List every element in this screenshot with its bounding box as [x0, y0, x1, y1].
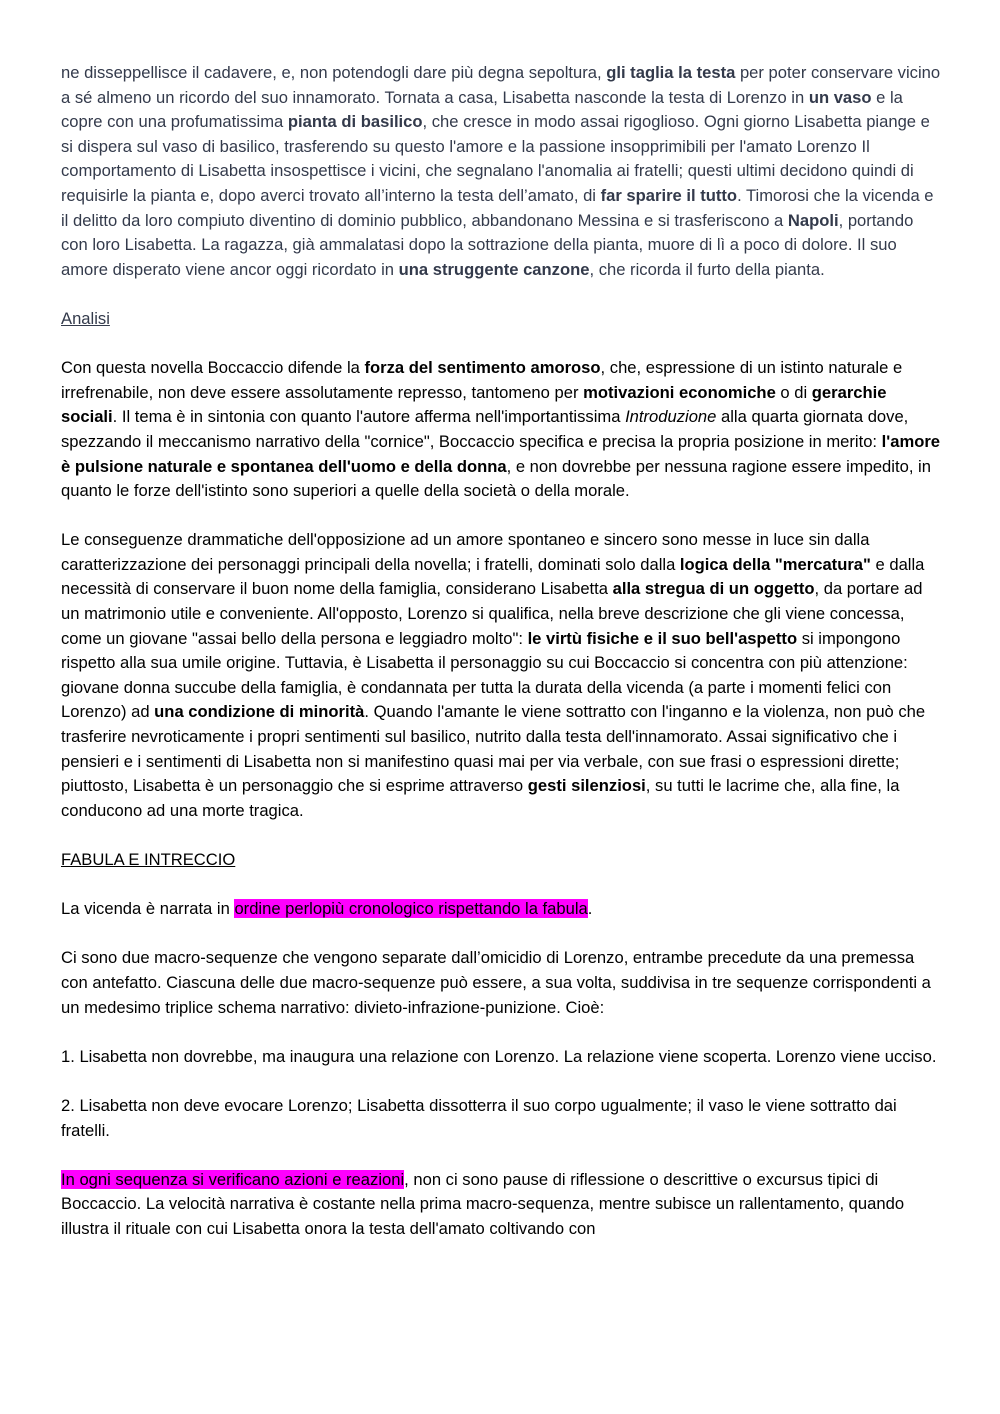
text-run: , e non dovrebbe per nessuna ragione essere impedito, in quanto le forze dell'istinto sono superiori a quelle della società o della morale. [61, 456, 931, 501]
text-run: . Quando l'amante le viene sottratto con l'inganno e la violenza, non può che trasferire nevroticamente i propri sentimenti sul basilico, nutrito dalla testa dell'innamorato. Assai significativo che i pensieri e i sentimenti di Lisabetta non si manifestino quasi mai per via verbale, con sue frasi o espressioni dirette; piuttosto, Lisabetta è un personaggio che si esprime attraverso [61, 702, 926, 796]
paragraph-narrative-speed [61, 1168, 944, 1242]
paragraph-plot-end [61, 61, 944, 282]
text-run: ne disseppellisce il cadavere, e, non potendogli dare più degna sepoltura, [61, 63, 607, 82]
text-run: La vicenda è narrata in [61, 899, 235, 919]
text-run: Con questa novella Boccaccio difende la [61, 358, 365, 378]
text-run: e dalla necessità di conservare il buon nome della famiglia, considerano Lisabetta [61, 554, 925, 599]
text-run: . Timorosi che la vicenda e il delitto da loro compiuto diventino di dominio pubblico, abbandonano Messina e si trasferiscono a [61, 185, 934, 230]
bold-text: una struggente canzone [398, 259, 590, 279]
paragraph-spacer [61, 922, 944, 947]
paragraph-spacer [61, 282, 944, 307]
text-run: per poter conservare vicino a sé almeno un ricordo del suo innamorato. Tornata a casa, Lisabetta nasconde la testa di Lorenzo in [61, 63, 941, 107]
list-item-sequence-2: 2. Lisabetta non deve evocare Lorenzo; Lisabetta dissotterra il suo corpo ugualmente; il vaso le viene sottratto dai fratelli. [61, 1095, 897, 1140]
paragraph-analisi-2 [61, 528, 944, 823]
text-run: alla quarta giornata dove, spezzando il meccanismo narrativo della "cornice", Boccaccio specifica e precisa la propria posizione in merito: [61, 407, 909, 451]
text-run: . [587, 899, 593, 919]
paragraph-analisi-1 [61, 356, 944, 504]
text-run: e la copre con una profumatissima [61, 87, 903, 132]
bold-text: Napoli [787, 210, 839, 230]
text-run: si impongono rispetto alla sua umile origine. Tuttavia, è Lisabetta il personaggio su cui Boccaccio si concentra con più attenzione: giovane donna succube della famiglia, è condannata per tutta la durata della vicenda (a parte i momenti felici con Lorenzo) ad [61, 628, 908, 722]
text-run: , che ricorda il furto della pianta. [589, 259, 825, 279]
bold-text: gesti silenziosi [527, 776, 646, 796]
text-run: Le conseguenze drammatiche dell'opposizione ad un amore spontaneo e sincero sono messe in luce sin dalla caratterizzazione dei personaggi principali della novella; i fratelli, dominati solo dalla [61, 530, 870, 574]
bold-text: gli taglia la testa [606, 63, 736, 82]
list-item-sequence-1: 1. Lisabetta non dovrebbe, ma inaugura una relazione con Lorenzo. La relazione viene scoperta. Lorenzo viene ucciso. [61, 1046, 937, 1066]
paragraph-spacer [61, 1143, 944, 1168]
bold-text: un vaso [808, 87, 872, 107]
text-run: , che cresce in modo assai rigoglioso. Ogni giorno Lisabetta piange e si dispera sul vaso di basilico, trasferendo su questo l'amore e la passione insopprimibili per l'amato Lorenzo Il comportamento di Lisabetta insospettisce i vicini, che segnalano l'anomalia ai fratelli; questi ultimi decidono quindi di requisirle la pianta e, dopo averci trovato all’interno la testa dell’amato, di [61, 112, 930, 205]
text-run: . Il tema è in sintonia con quanto l'autore afferma nell'importantissima [112, 407, 626, 427]
heading-fabula-intreccio: FABULA E INTRECCIO [61, 850, 236, 869]
bold-text: una condizione di minorità [154, 702, 365, 722]
paragraph-fabula-order [61, 897, 944, 922]
paragraph-spacer [61, 873, 944, 898]
text-run: , non ci sono pause di riflessione o descrittive o excursus tipici di Boccaccio. La velocità narrativa è costante nella prima macro-sequenza, mentre subisce un rallentamento, quando illustra il rituale con cui Lisabetta onora la testa dell'amato coltivando con [61, 1169, 905, 1238]
highlighted-text: ordine perlopiù cronologico rispettando la fabula [234, 899, 588, 919]
bold-text: l'amore è pulsione naturale e spontanea dell'uomo e della donna [61, 431, 941, 476]
paragraph-spacer [61, 1020, 944, 1045]
paragraph-macro-sequences: Ci sono due macro-sequenze che vengono separate dall’omicidio di Lorenzo, entrambe precedute da una premessa con antefatto. Ciascuna delle due macro-sequenze può essere, a sua volta, suddivisa in tre sequenze corrispondenti a un medesimo triplice schema narrativo: divieto-infrazione-punizione. Cioè: [61, 948, 931, 1017]
bold-text: le virtù fisiche e il suo bell'aspetto [527, 628, 798, 648]
text-run: , su tutti le lacrime che, alla fine, la conducono ad una morte tragica. [61, 776, 900, 820]
text-run: , che, espressione di un istinto naturale e irrefrenabile, non deve essere assolutamente represso, tantomeno per [61, 358, 903, 402]
bold-text: motivazioni economiche [583, 382, 776, 402]
bold-text: forza del sentimento amoroso [364, 358, 601, 378]
bold-text: far sparire il tutto [600, 185, 738, 205]
heading-analisi: Analisi [61, 308, 110, 328]
text-run: o di [775, 382, 812, 402]
text-run: , portando con loro Lisabetta. La ragazza, già ammalatasi dopo la sottrazione della pianta, muore di lì a poco di dolore. Il suo amore disperato viene ancor oggi ricordato in [61, 210, 914, 279]
text-run: , da portare ad un matrimonio utile e conveniente. All'opposto, Lorenzo si qualifica, nella breve descrizione che gli viene concessa, come un giovane "assai bello della persona e leggiadro molto": [61, 579, 923, 648]
bold-text: logica della "mercatura" [679, 554, 871, 574]
paragraph-spacer [61, 504, 944, 529]
italic-text: Introduzione [625, 407, 717, 427]
highlighted-text: In ogni sequenza si verificano azioni e reazioni [61, 1169, 405, 1189]
paragraph-spacer [61, 823, 944, 848]
paragraph-spacer [61, 332, 944, 357]
bold-text: gerarchie sociali [61, 382, 887, 427]
bold-text: alla stregua di un oggetto [612, 579, 815, 599]
paragraph-spacer [61, 1069, 944, 1094]
bold-text: pianta di basilico [287, 112, 423, 132]
